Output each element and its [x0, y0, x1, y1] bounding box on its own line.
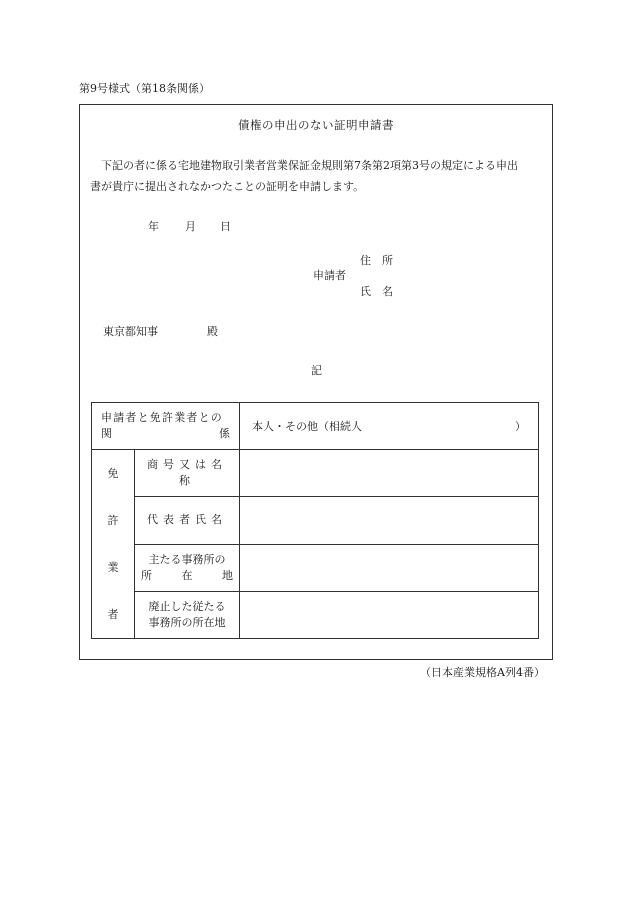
- main-office-label-line1: 主たる事務所の: [148, 552, 226, 566]
- vertical-char: 者: [107, 608, 119, 621]
- relation-label-line1: 申請者と免許業者との: [101, 411, 223, 424]
- paper-size-note: （日本産業規格A列4番）: [420, 666, 545, 679]
- applicant-address-label: 住 所: [360, 254, 393, 267]
- vertical-char: 免: [107, 467, 119, 480]
- closed-branch-value: [240, 591, 539, 638]
- main-office-label: [135, 544, 240, 591]
- relation-label: [92, 403, 240, 450]
- date-day: 日: [220, 220, 231, 233]
- main-office-label-char: 所: [141, 568, 152, 582]
- applicant-label: 申請者: [313, 269, 346, 282]
- request-statement-line1: 下記の者に係る宅地建物取引業者営業保証金規則第7条第2項第3号の規定による申出: [101, 159, 518, 172]
- details-table: [91, 402, 539, 639]
- licensee-vertical-label: [92, 450, 135, 639]
- relation-label-kan: 関: [101, 427, 112, 440]
- relation-value: 本人・その他（相続人: [252, 420, 362, 433]
- relation-row: [92, 403, 539, 450]
- ki-marker: 記: [311, 364, 322, 377]
- representative-value: [240, 497, 539, 544]
- table-row: [92, 591, 539, 638]
- main-office-label-char: 地: [222, 568, 233, 582]
- relation-label-kei: 係: [219, 427, 230, 440]
- closed-branch-label-line2: 事務所の所在地: [148, 615, 226, 629]
- date-year: 年: [148, 220, 159, 233]
- main-office-label-char: 在: [181, 568, 193, 582]
- addressee-title: 東京都知事: [103, 325, 158, 338]
- table-row: [92, 450, 539, 497]
- relation-value-close: ）: [515, 420, 526, 433]
- vertical-char: 許: [107, 514, 119, 527]
- form-title: 債権の申出のない証明申請書: [238, 118, 394, 132]
- main-office-value: [240, 544, 539, 591]
- representative-label: 代表者氏名: [135, 497, 240, 544]
- table-row: [92, 497, 539, 544]
- form-number: 第9号様式（第18条関係）: [79, 82, 210, 95]
- vertical-char: 業: [107, 561, 119, 574]
- trade-name-value: [240, 450, 539, 497]
- date-month: 月: [185, 220, 196, 233]
- applicant-name-label: 氏 名: [360, 285, 393, 298]
- trade-name-label: 商号又は名称: [135, 450, 240, 497]
- table-row: [92, 544, 539, 591]
- request-statement-line2: 書が貴庁に提出されなかつたことの証明を申請します。: [90, 180, 365, 193]
- closed-branch-label: [135, 591, 240, 638]
- relation-value-cell: [240, 403, 539, 450]
- request-statement: [90, 155, 540, 197]
- closed-branch-label-line1: 廃止した従たる: [148, 599, 226, 613]
- addressee-honorific: 殿: [207, 325, 218, 338]
